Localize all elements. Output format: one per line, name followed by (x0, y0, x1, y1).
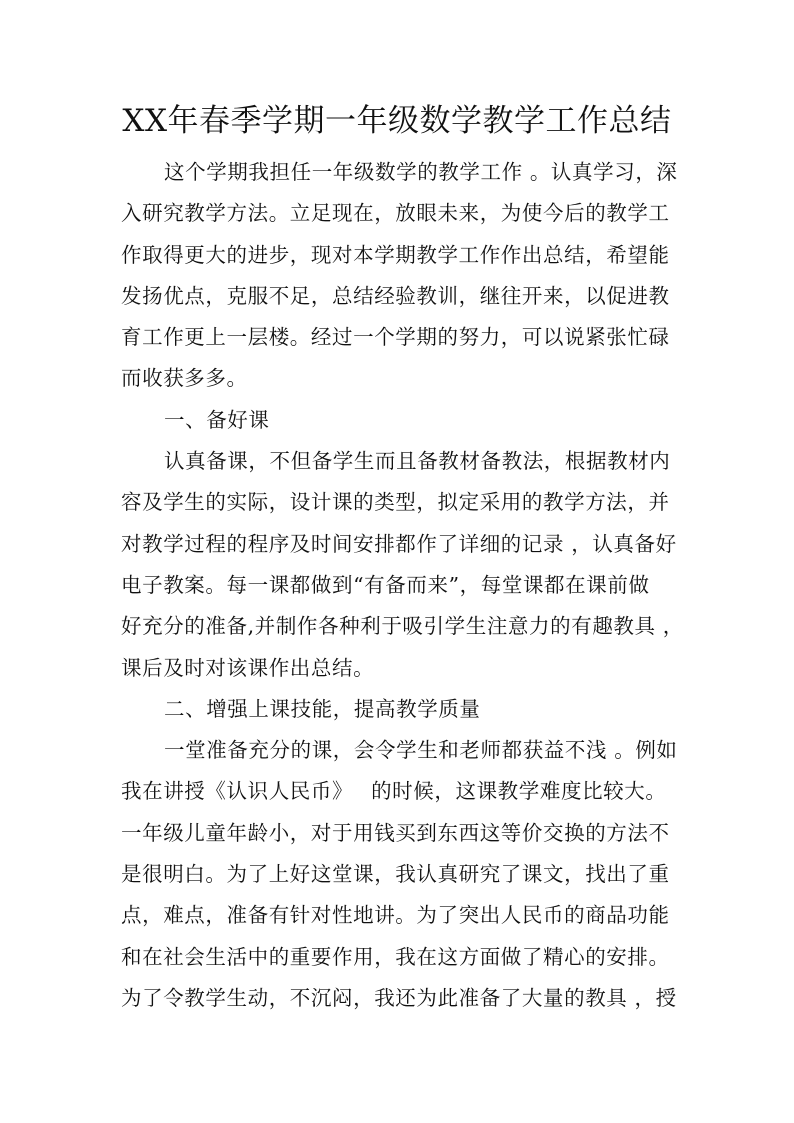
text-line: 这个学期我担任一年级数学的教学工作 。认真学习，深 (164, 160, 678, 184)
text-line: 课后及时对该课作出总结。 (121, 655, 375, 680)
text-line: 而收获多多。 (121, 366, 248, 391)
document-title: XX年春季学期一年级数学教学工作总结 (122, 103, 672, 139)
text-line: 作取得更大的进步，现对本学期教学工作作出总结，希望能 (121, 242, 670, 267)
text-line: 一年级儿童年龄小，对于用钱买到东西这等价交换的方法不 (121, 820, 670, 845)
text-line: 好充分的准备,并制作各种利于吸引学生注意力的有趣教具 ， (121, 614, 684, 639)
text-line: 点，难点，准备有针对性地讲。为了突出人民币的商品功能 (121, 903, 670, 928)
text-line: 二、增强上课技能，提高教学质量 (164, 696, 481, 721)
text-line: 发扬优点，克服不足，总结经验教训，继往开来，以促进教 (121, 283, 670, 308)
text-line: 一、备好课 (164, 407, 270, 432)
text-line: 认真备课，不但备学生而且备教材备教法，根据教材内 (164, 449, 671, 474)
text-line: 容及学生的实际，设计课的类型，拟定采用的教学方法，并 (121, 490, 670, 515)
text-line: 一堂准备充分的课，会令学生和老师都获益不浅 。例如 (164, 738, 678, 763)
text-line: 对教学过程的程序及时间安排都作了详细的记录 ，认真备好 (121, 531, 677, 556)
text-line: 和在社会生活中的重要作用，我在这方面做了精心的安排。 (121, 944, 670, 969)
text-line: 育工作更上一层楼。经过一个学期的努力，可以说紧张忙碌 (121, 325, 670, 350)
document-body (121, 152, 684, 1019)
text-line: 为了令教学生动，不沉闷，我还为此准备了大量的教具 ，授 (121, 985, 677, 1010)
text-line: 入研究教学方法。立足现在，放眼未来，为使今后的教学工 (121, 201, 670, 226)
text-line: 是很明白。为了上好这堂课，我认真研究了课文，找出了重 (121, 862, 670, 887)
text-line: 电子教案。每一课都做到“有备而来”，每堂课都在课前做 (121, 572, 650, 597)
text-line: 我在讲授《认识人民币》 的时候，这课教学难度比较大。 (121, 779, 667, 804)
